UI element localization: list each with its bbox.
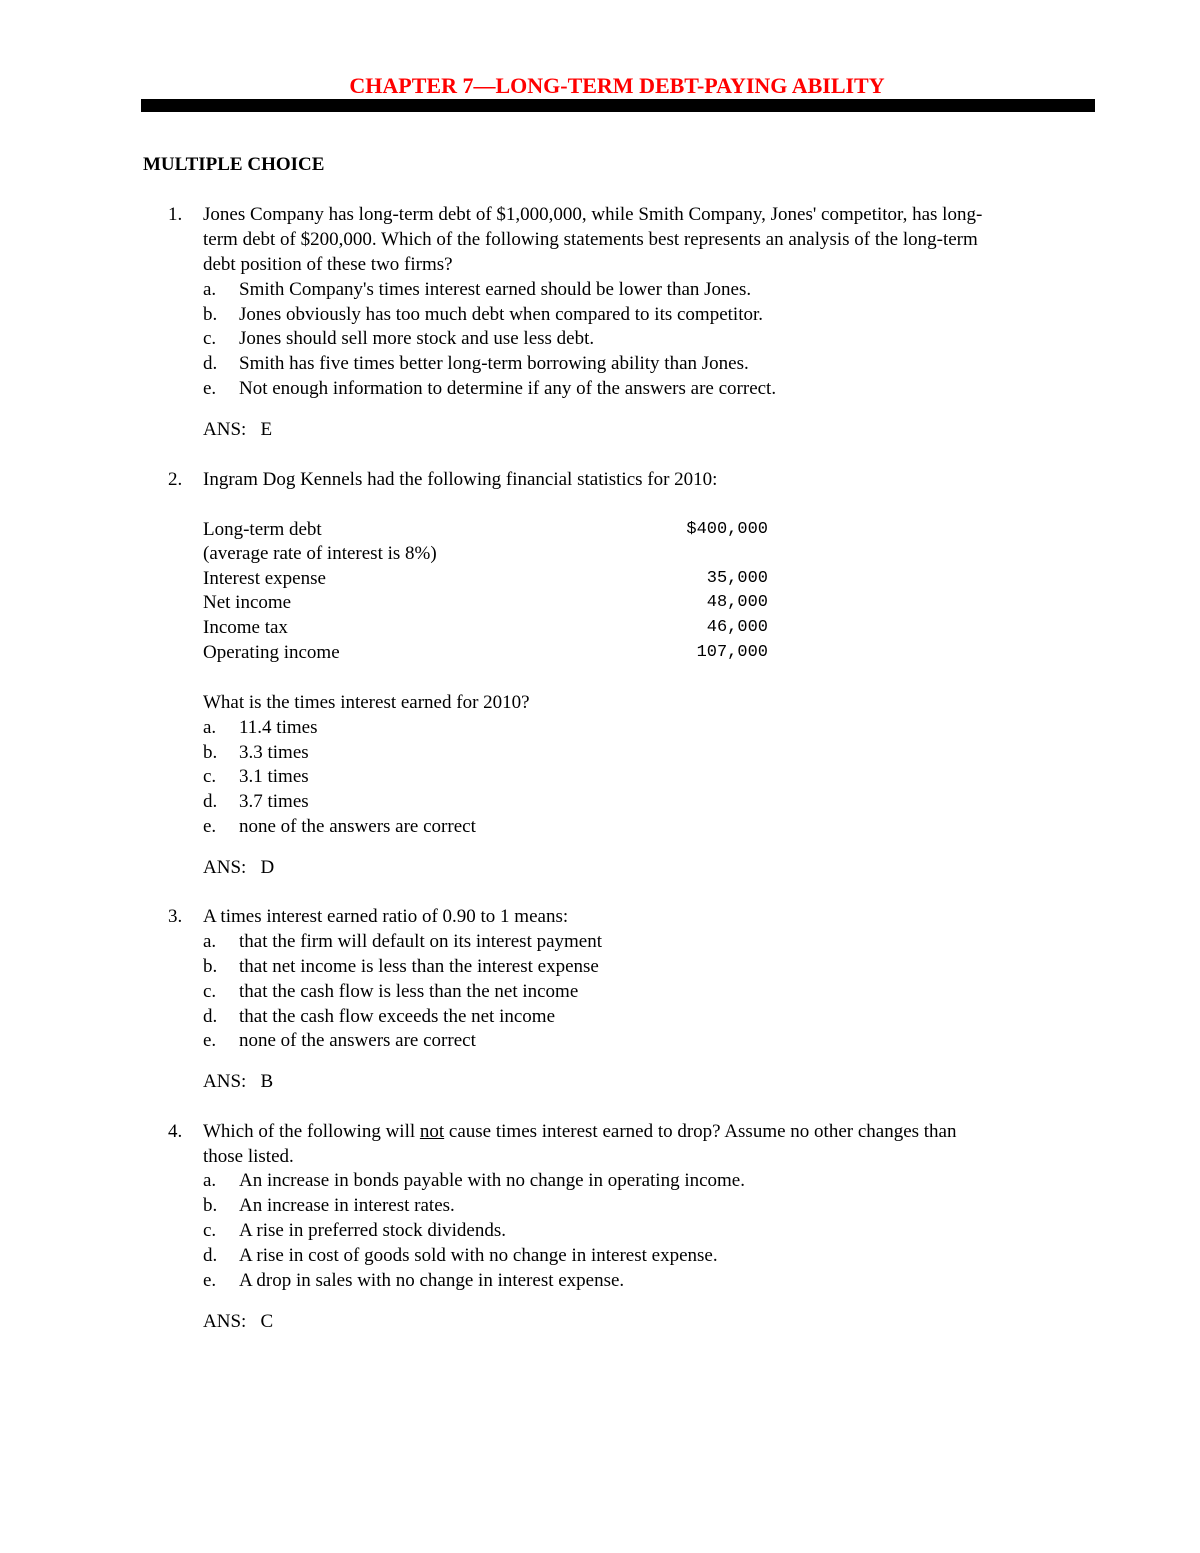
underlined-word: not bbox=[419, 1121, 445, 1142]
option-text: Smith Company's times interest earned should be lower than Jones. bbox=[239, 279, 752, 300]
option-letter: e. bbox=[203, 378, 217, 399]
question-4-number: 4. bbox=[168, 1121, 183, 1142]
question-2-option-a bbox=[203, 716, 317, 741]
question-1-option-d bbox=[203, 352, 749, 377]
option-text: Jones obviously has too much debt when compared to its competitor. bbox=[239, 304, 764, 325]
question-1-line-3: debt position of these two firms? bbox=[203, 254, 453, 275]
question-2-answer: ANS: D bbox=[203, 857, 275, 878]
stat-value: $400,000 bbox=[686, 520, 768, 539]
question-1-number: 1. bbox=[168, 204, 183, 225]
option-text: Smith has five times better long-term borrowing ability than Jones. bbox=[239, 353, 749, 374]
option-text: 11.4 times bbox=[239, 717, 318, 738]
option-letter: a. bbox=[203, 931, 217, 952]
stat-label: Long-term debt bbox=[203, 519, 322, 540]
question-3-number: 3. bbox=[168, 906, 183, 927]
option-text: that the firm will default on its interest payment bbox=[239, 931, 603, 952]
option-letter: c. bbox=[203, 1220, 217, 1241]
option-text: none of the answers are correct bbox=[239, 1030, 476, 1051]
question-3-option-d bbox=[203, 1005, 555, 1030]
question-2-option-c bbox=[203, 765, 309, 790]
option-letter: d. bbox=[203, 1006, 218, 1027]
question-2-number: 2. bbox=[168, 469, 183, 490]
stat-label: Operating income bbox=[203, 642, 340, 663]
question-3-option-e bbox=[203, 1029, 476, 1054]
question-3-option-c bbox=[203, 980, 578, 1005]
question-4-line-1 bbox=[203, 1120, 1098, 1145]
option-text: 3.3 times bbox=[239, 742, 309, 763]
option-text: that the cash flow is less than the net income bbox=[239, 981, 579, 1002]
option-letter: d. bbox=[203, 1245, 218, 1266]
question-text-part: cause times interest earned to drop? Assume no other changes than bbox=[444, 1121, 957, 1142]
question-4-option-c bbox=[203, 1219, 506, 1244]
question-3-answer: ANS: B bbox=[203, 1071, 274, 1092]
question-4-option-a bbox=[203, 1169, 745, 1194]
option-letter: e. bbox=[203, 816, 217, 837]
option-letter: b. bbox=[203, 304, 218, 325]
option-text: none of the answers are correct bbox=[239, 816, 476, 837]
question-2-line-1: Ingram Dog Kennels had the following financial statistics for 2010: bbox=[203, 469, 718, 490]
question-1-option-b bbox=[203, 303, 763, 328]
option-text: that the cash flow exceeds the net income bbox=[239, 1006, 556, 1027]
question-1-line-2: term debt of $200,000. Which of the following statements best represents an analysis of the long-term bbox=[203, 229, 978, 250]
stat-value: 107,000 bbox=[696, 643, 768, 662]
option-letter: e. bbox=[203, 1270, 217, 1291]
option-text: 3.7 times bbox=[239, 791, 309, 812]
question-1-line-1: Jones Company has long-term debt of $1,000,000, while Smith Company, Jones' competitor, has long- bbox=[203, 204, 983, 225]
question-2-prompt: What is the times interest earned for 2010? bbox=[203, 692, 530, 713]
question-1-option-a bbox=[203, 278, 751, 303]
question-4-answer: ANS: C bbox=[203, 1311, 274, 1332]
option-text: Jones should sell more stock and use less debt. bbox=[239, 328, 595, 349]
question-1-answer: ANS: E bbox=[203, 419, 273, 440]
question-4-option-d bbox=[203, 1244, 718, 1269]
option-letter: a. bbox=[203, 1170, 217, 1191]
option-letter: d. bbox=[203, 353, 218, 374]
option-text: 3.1 times bbox=[239, 766, 309, 787]
question-2-option-e bbox=[203, 815, 476, 840]
question-1-option-e bbox=[203, 377, 776, 402]
option-text: that net income is less than the interest expense bbox=[239, 956, 599, 977]
question-2-option-d bbox=[203, 790, 309, 815]
option-letter: e. bbox=[203, 1030, 217, 1051]
stat-value: 46,000 bbox=[706, 618, 768, 637]
option-text: A drop in sales with no change in interest expense. bbox=[239, 1270, 625, 1291]
option-letter: c. bbox=[203, 766, 217, 787]
option-letter: a. bbox=[203, 279, 217, 300]
stat-label: (average rate of interest is 8%) bbox=[203, 543, 437, 564]
question-4-line-2: those listed. bbox=[203, 1146, 294, 1167]
question-4-option-b bbox=[203, 1194, 455, 1219]
chapter-title: CHAPTER 7—LONG-TERM DEBT-PAYING ABILITY bbox=[349, 73, 885, 98]
option-text: An increase in interest rates. bbox=[239, 1195, 455, 1216]
option-text: Not enough information to determine if any of the answers are correct. bbox=[239, 378, 777, 399]
stat-value: 48,000 bbox=[706, 593, 768, 612]
stat-value: 35,000 bbox=[706, 569, 768, 588]
section-heading: MULTIPLE CHOICE bbox=[143, 154, 325, 175]
option-letter: b. bbox=[203, 1195, 218, 1216]
stat-label: Income tax bbox=[203, 617, 288, 638]
stat-label: Net income bbox=[203, 592, 292, 613]
question-2-option-b bbox=[203, 741, 309, 766]
option-letter: b. bbox=[203, 742, 218, 763]
option-letter: c. bbox=[203, 981, 217, 1002]
option-text: A rise in cost of goods sold with no change in interest expense. bbox=[239, 1245, 718, 1266]
stat-label: Interest expense bbox=[203, 568, 326, 589]
option-text: A rise in preferred stock dividends. bbox=[239, 1220, 506, 1241]
option-letter: b. bbox=[203, 956, 218, 977]
question-1-option-c bbox=[203, 327, 594, 352]
option-letter: c. bbox=[203, 328, 217, 349]
question-3-option-a bbox=[203, 930, 602, 955]
option-text: An increase in bonds payable with no change in operating income. bbox=[239, 1170, 745, 1191]
option-letter: a. bbox=[203, 717, 217, 738]
question-3-option-b bbox=[203, 955, 599, 980]
question-3-line-1: A times interest earned ratio of 0.90 to 1 means: bbox=[203, 906, 569, 927]
question-4-option-e bbox=[203, 1269, 624, 1294]
title-rule bbox=[141, 99, 1095, 112]
option-letter: d. bbox=[203, 791, 218, 812]
question-text-part: Which of the following will bbox=[203, 1121, 420, 1142]
